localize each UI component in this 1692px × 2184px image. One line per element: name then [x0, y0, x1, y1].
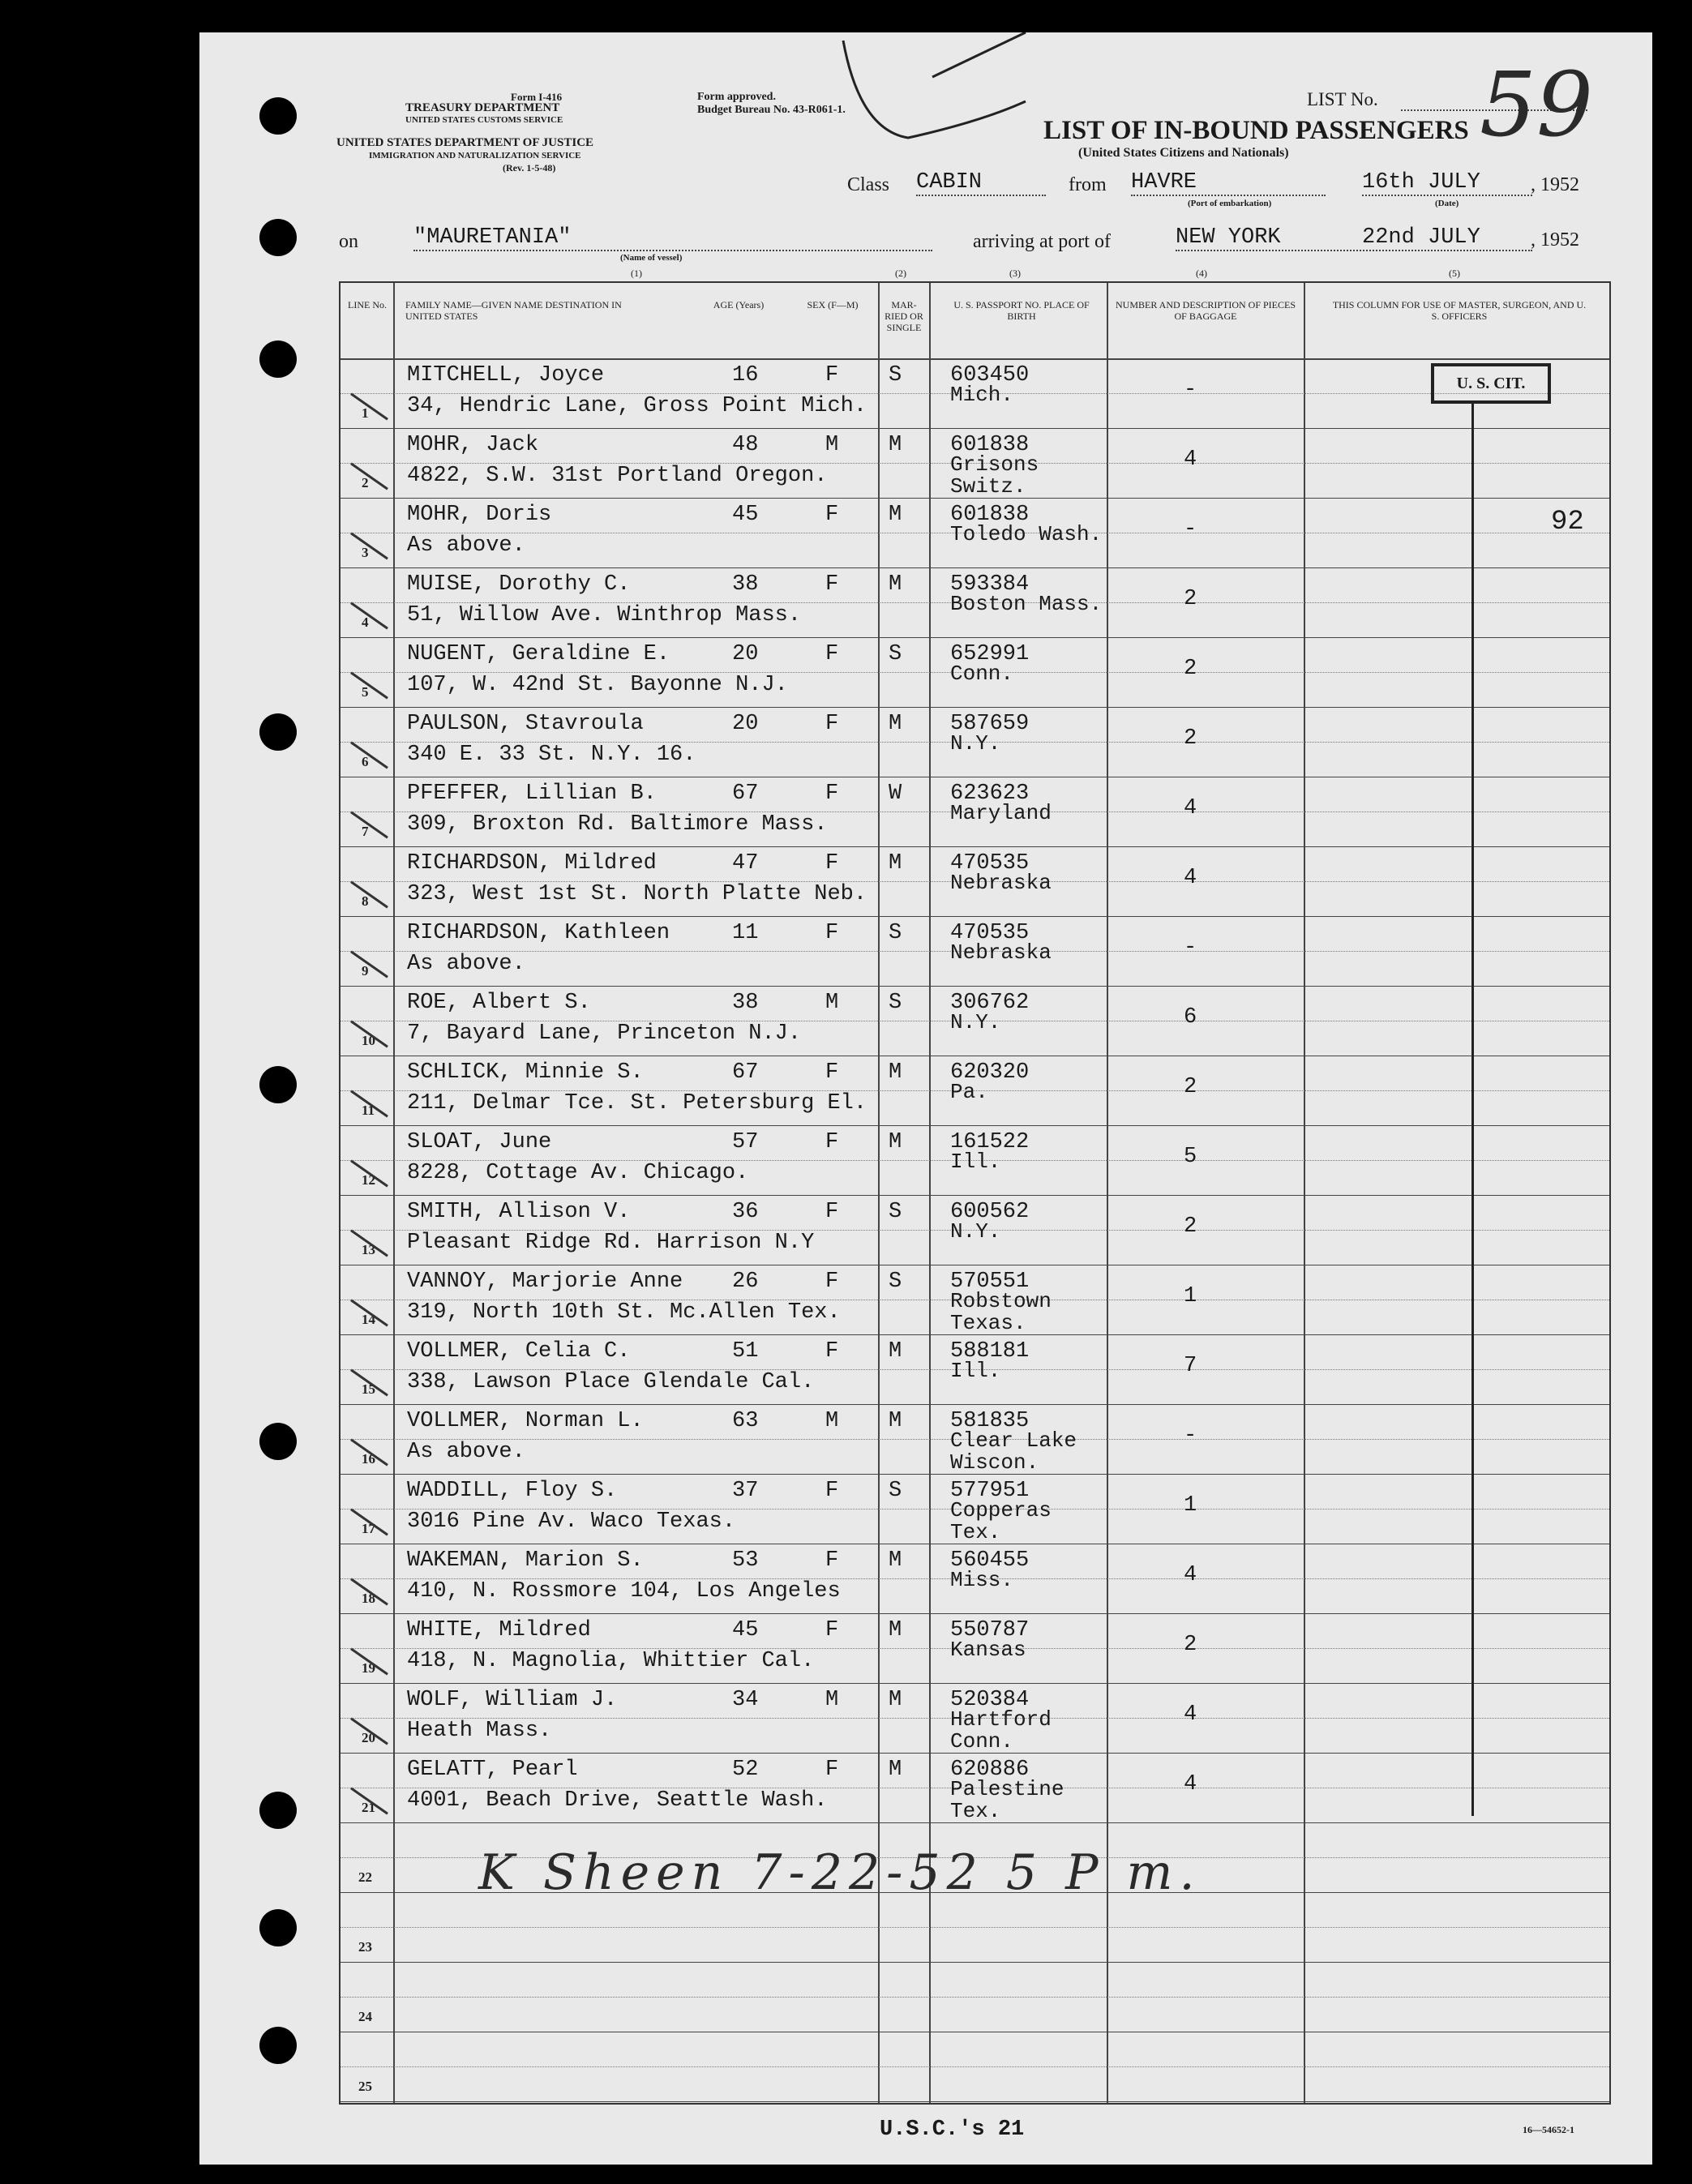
- form-title: LIST OF IN-BOUND PASSENGERS: [1043, 116, 1469, 145]
- passenger-sex: F: [825, 921, 839, 945]
- passport-number: 588181: [950, 1339, 1030, 1364]
- line-number: 23: [358, 1939, 372, 1955]
- class-value: CABIN: [916, 170, 1046, 196]
- passenger-marital: M: [889, 1548, 902, 1573]
- passenger-sex: F: [825, 1479, 839, 1503]
- line-number: 14: [362, 1312, 375, 1327]
- passenger-marital: M: [889, 1060, 902, 1085]
- passenger-name: GELATT, Pearl: [407, 1758, 578, 1782]
- line-number: 4: [362, 615, 369, 630]
- passenger-name: WADDILL, Floy S.: [407, 1479, 618, 1503]
- line-number: 20: [362, 1730, 375, 1745]
- passenger-destination: 418, N. Magnolia, Whittier Cal.: [407, 1649, 815, 1673]
- passenger-name: ROE, Albert S.: [407, 991, 591, 1015]
- check-mark: [350, 880, 388, 908]
- place-of-birth: Hartford Conn.: [950, 1707, 1052, 1754]
- date-label: (Date): [1435, 199, 1459, 208]
- passport-number: 601838: [950, 433, 1030, 457]
- line-number: 5: [362, 684, 369, 700]
- list-no-label: LIST No.: [1307, 89, 1378, 109]
- passenger-age: 47: [732, 851, 759, 876]
- baggage-count: 5: [1184, 1145, 1197, 1169]
- passenger-age: 52: [732, 1758, 759, 1782]
- baggage-count: 4: [1184, 1563, 1197, 1587]
- arrival-port: NEW YORK: [1176, 225, 1532, 251]
- header-name: FAMILY NAME—GIVEN NAME DESTINATION IN UNITED STATES: [405, 299, 622, 322]
- header-married: MAR-RIED OR SINGLE: [885, 299, 923, 333]
- passenger-age: 67: [732, 1060, 759, 1085]
- vessel-label: (Name of vessel): [620, 253, 683, 263]
- check-mark: [350, 532, 388, 559]
- passenger-sex: F: [825, 1618, 839, 1642]
- dept-justice: UNITED STATES DEPARTMENT OF JUSTICE: [336, 136, 594, 149]
- place-of-birth: Clear Lake Wiscon.: [950, 1428, 1077, 1475]
- check-mark: [350, 392, 388, 420]
- passenger-age: 38: [732, 991, 759, 1015]
- baggage-count: -: [1184, 378, 1197, 402]
- passenger-sex: F: [825, 1548, 839, 1573]
- passport-number: 470535: [950, 921, 1030, 945]
- passenger-destination: 34, Hendric Lane, Gross Point Mich.: [407, 394, 867, 418]
- passport-number: 161522: [950, 1130, 1030, 1154]
- passenger-name: WOLF, William J.: [407, 1688, 618, 1712]
- passenger-sex: F: [825, 1130, 839, 1154]
- passenger-marital: S: [889, 921, 902, 945]
- inspector-signature: K Sheen 7-22-52 5 P m.: [478, 1844, 1202, 1901]
- passenger-sex: M: [825, 433, 839, 457]
- passport-number: 550787: [950, 1618, 1030, 1642]
- row-separator: [341, 1962, 1609, 1963]
- passenger-age: 16: [732, 363, 759, 388]
- passenger-marital: M: [889, 433, 902, 457]
- place-of-birth: Nebraska: [950, 940, 1052, 965]
- passport-number: 600562: [950, 1200, 1030, 1224]
- header-officers: THIS COLUMN FOR USE OF MASTER, SURGEON, AND U. S. OFFICERS: [1332, 299, 1587, 322]
- passenger-name: VOLLMER, Norman L.: [407, 1409, 644, 1433]
- line-number: 13: [362, 1242, 375, 1257]
- place-of-birth: Nebraska: [950, 871, 1052, 895]
- footer-code: U.S.C.'s 21: [880, 2118, 1025, 2142]
- passenger-sex: F: [825, 503, 839, 527]
- passenger-destination: 338, Lawson Place Glendale Cal.: [407, 1370, 815, 1394]
- punch-hole: [259, 1066, 297, 1103]
- row-separator: [341, 707, 1609, 708]
- passenger-name: MOHR, Doris: [407, 503, 552, 527]
- punch-hole: [259, 2027, 297, 2064]
- col-num-1: (1): [631, 268, 642, 279]
- passport-number: 601838: [950, 503, 1030, 527]
- passenger-name: SLOAT, June: [407, 1130, 552, 1154]
- passenger-destination: Heath Mass.: [407, 1719, 552, 1743]
- passenger-marital: S: [889, 642, 902, 666]
- col-num-4: (4): [1196, 268, 1207, 279]
- passenger-age: 20: [732, 712, 759, 736]
- passenger-age: 38: [732, 572, 759, 597]
- line-number: 16: [362, 1451, 375, 1467]
- row-separator: [341, 1404, 1609, 1405]
- passenger-marital: M: [889, 851, 902, 876]
- place-of-birth: Kansas: [950, 1638, 1026, 1662]
- passenger-sex: F: [825, 572, 839, 597]
- place-of-birth: Ill.: [950, 1359, 1001, 1383]
- print-code: 16—54652-1: [1523, 2124, 1574, 2135]
- passenger-name: SMITH, Allison V.: [407, 1200, 631, 1224]
- passenger-marital: W: [889, 782, 902, 806]
- place-of-birth: Ill.: [950, 1150, 1001, 1174]
- line-number: 9: [362, 963, 369, 979]
- line-number: 17: [362, 1521, 375, 1536]
- baggage-count: 6: [1184, 1005, 1197, 1030]
- line-number: 6: [362, 754, 369, 769]
- line-number: 1: [362, 405, 369, 421]
- passenger-destination: 7, Bayard Lane, Princeton N.J.: [407, 1021, 802, 1046]
- dept-treasury-sub: UNITED STATES CUSTOMS SERVICE: [405, 115, 563, 125]
- baggage-count: 2: [1184, 726, 1197, 751]
- vessel-name: "MAURETANIA": [413, 225, 932, 251]
- passenger-name: PAULSON, Stavroula: [407, 712, 644, 736]
- check-mark: [350, 950, 388, 978]
- passenger-marital: M: [889, 1409, 902, 1433]
- line-number: 22: [358, 1869, 372, 1885]
- list-number: 59: [1480, 53, 1593, 156]
- arriving-label: arriving at port of: [973, 231, 1111, 252]
- check-mark: [350, 462, 388, 490]
- place-of-birth: Maryland: [950, 801, 1052, 825]
- passenger-age: 51: [732, 1339, 759, 1364]
- date1-value: 16th JULY: [1362, 170, 1532, 196]
- form-number: Form I-416: [511, 91, 563, 103]
- passenger-sex: F: [825, 363, 839, 388]
- passenger-sex: F: [825, 1060, 839, 1085]
- passenger-sex: F: [825, 1200, 839, 1224]
- form-approved: Form approved.: [697, 91, 776, 103]
- baggage-count: 2: [1184, 1214, 1197, 1239]
- passenger-name: SCHLICK, Minnie S.: [407, 1060, 644, 1085]
- baggage-count: 2: [1184, 1633, 1197, 1657]
- year1: , 1952: [1531, 174, 1579, 195]
- row-separator: [341, 1125, 1609, 1126]
- class-label: Class: [847, 174, 890, 195]
- dept-treasury: TREASURY DEPARTMENT: [405, 101, 560, 114]
- row-separator: [341, 916, 1609, 917]
- line-number: 21: [362, 1800, 375, 1815]
- from-label: from: [1069, 174, 1107, 195]
- margin-note: 92: [1551, 507, 1584, 537]
- passenger-age: 11: [732, 921, 759, 945]
- header-age: AGE (Years): [713, 299, 765, 310]
- passport-number: 520384: [950, 1688, 1030, 1712]
- passenger-destination: As above.: [407, 533, 525, 558]
- passenger-marital: S: [889, 1200, 902, 1224]
- row-separator: [341, 1195, 1609, 1196]
- row-separator: [341, 1683, 1609, 1684]
- col-num-5: (5): [1449, 268, 1460, 279]
- passenger-age: 57: [732, 1130, 759, 1154]
- baggage-count: 4: [1184, 796, 1197, 820]
- punch-hole: [259, 340, 297, 378]
- line-number: 18: [362, 1591, 375, 1606]
- line-number: 25: [358, 2079, 372, 2094]
- baggage-count: 4: [1184, 448, 1197, 472]
- line-number: 10: [362, 1033, 375, 1048]
- passenger-marital: M: [889, 1618, 902, 1642]
- passenger-name: RICHARDSON, Mildred: [407, 851, 657, 876]
- row-midline: [341, 1997, 1609, 1998]
- passenger-sex: M: [825, 1409, 839, 1433]
- passenger-destination: As above.: [407, 1440, 525, 1464]
- header-line-no: LINE No.: [348, 299, 387, 310]
- baggage-count: 4: [1184, 866, 1197, 890]
- place-of-birth: Robstown Texas.: [950, 1289, 1052, 1335]
- line-number: 3: [362, 545, 369, 560]
- passenger-marital: S: [889, 1479, 902, 1503]
- passenger-age: 63: [732, 1409, 759, 1433]
- place-of-birth: Grisons Switz.: [950, 452, 1039, 499]
- row-separator: [341, 637, 1609, 638]
- passport-number: 620320: [950, 1060, 1030, 1085]
- date2-value: 22nd JULY: [1362, 225, 1480, 250]
- passenger-marital: M: [889, 503, 902, 527]
- passenger-destination: 4001, Beach Drive, Seattle Wash.: [407, 1788, 828, 1813]
- punch-hole: [259, 1909, 297, 1946]
- passenger-sex: F: [825, 851, 839, 876]
- passenger-age: 20: [732, 642, 759, 666]
- year2: , 1952: [1531, 229, 1579, 251]
- passenger-destination: 8228, Cottage Av. Chicago.: [407, 1161, 749, 1185]
- baggage-count: 7: [1184, 1354, 1197, 1378]
- from-value: HAVRE: [1131, 170, 1326, 196]
- passport-number: 581835: [950, 1409, 1030, 1433]
- place-of-birth: Miss.: [950, 1568, 1014, 1592]
- passport-number: 623623: [950, 782, 1030, 806]
- passport-number: 587659: [950, 712, 1030, 736]
- check-mark: [350, 811, 388, 838]
- passport-number: 470535: [950, 851, 1030, 876]
- passenger-destination: 107, W. 42nd St. Bayonne N.J.: [407, 673, 788, 697]
- place-of-birth: N.Y.: [950, 1219, 1001, 1244]
- line-number: 2: [362, 475, 369, 490]
- passenger-marital: S: [889, 991, 902, 1015]
- baggage-count: 4: [1184, 1702, 1197, 1727]
- passenger-destination: 309, Broxton Rd. Baltimore Mass.: [407, 812, 828, 837]
- baggage-count: 2: [1184, 587, 1197, 611]
- passport-number: 593384: [950, 572, 1030, 597]
- passenger-name: MITCHELL, Joyce: [407, 363, 605, 388]
- row-midline: [341, 2066, 1609, 2067]
- passenger-sex: M: [825, 1688, 839, 1712]
- col-num-2: (2): [895, 268, 906, 279]
- passenger-age: 34: [732, 1688, 759, 1712]
- row-separator: [341, 846, 1609, 847]
- passenger-destination: As above.: [407, 952, 525, 976]
- place-of-birth: Toledo Wash.: [950, 522, 1103, 546]
- passenger-destination: 3016 Pine Av. Waco Texas.: [407, 1510, 736, 1534]
- passport-number: 570551: [950, 1270, 1030, 1294]
- passenger-destination: 323, West 1st St. North Platte Neb.: [407, 882, 867, 906]
- budget-bureau: Budget Bureau No. 43-R061-1.: [697, 104, 846, 116]
- col-num-3: (3): [1009, 268, 1021, 279]
- punch-hole: [259, 1423, 297, 1460]
- place-of-birth: Pa.: [950, 1080, 988, 1104]
- passenger-destination: 4822, S.W. 31st Portland Oregon.: [407, 464, 828, 488]
- passenger-age: 67: [732, 782, 759, 806]
- baggage-count: -: [1184, 517, 1197, 542]
- check-mark: [350, 602, 388, 629]
- passenger-sex: F: [825, 1758, 839, 1782]
- passenger-age: 26: [732, 1270, 759, 1294]
- line-number: 11: [362, 1103, 375, 1118]
- passenger-marital: M: [889, 712, 902, 736]
- punch-hole: [259, 219, 297, 256]
- header-sex: SEX (F—M): [807, 299, 859, 310]
- punch-hole: [259, 1792, 297, 1829]
- passenger-marital: S: [889, 1270, 902, 1294]
- passenger-destination: 340 E. 33 St. N.Y. 16.: [407, 743, 696, 767]
- passenger-marital: S: [889, 363, 902, 388]
- passenger-age: 45: [732, 503, 759, 527]
- header-baggage: NUMBER AND DESCRIPTION OF PIECES OF BAGGAGE: [1115, 299, 1296, 322]
- line-number: 12: [362, 1172, 375, 1188]
- place-of-birth: N.Y.: [950, 731, 1001, 756]
- passenger-name: WAKEMAN, Marion S.: [407, 1548, 644, 1573]
- passenger-age: 45: [732, 1618, 759, 1642]
- baggage-count: 1: [1184, 1284, 1197, 1308]
- passenger-sex: F: [825, 1270, 839, 1294]
- passenger-marital: M: [889, 1339, 902, 1364]
- bracket-line: [1471, 401, 1474, 1816]
- passenger-age: 36: [732, 1200, 759, 1224]
- passenger-name: VANNOY, Marjorie Anne: [407, 1270, 683, 1294]
- line-number: 24: [358, 2009, 372, 2024]
- passenger-name: VOLLMER, Celia C.: [407, 1339, 631, 1364]
- passenger-destination: 319, North 10th St. Mc.Allen Tex.: [407, 1300, 841, 1325]
- passenger-table: [339, 281, 1611, 2105]
- place-of-birth: N.Y.: [950, 1010, 1001, 1034]
- revision: (Rev. 1-5-48): [503, 162, 556, 173]
- pen-stroke: [835, 32, 1030, 146]
- baggage-count: 2: [1184, 1075, 1197, 1099]
- place-of-birth: Mich.: [950, 383, 1014, 407]
- row-separator: [341, 1613, 1609, 1614]
- baggage-count: 1: [1184, 1493, 1197, 1518]
- header-passport: U. S. PASSPORT NO. PLACE OF BIRTH: [953, 299, 1090, 322]
- line-number: 15: [362, 1381, 375, 1397]
- row-separator: [341, 986, 1609, 987]
- passenger-age: 37: [732, 1479, 759, 1503]
- baggage-count: 2: [1184, 657, 1197, 681]
- punch-hole: [259, 97, 297, 135]
- check-mark: [350, 671, 388, 699]
- passenger-name: MOHR, Jack: [407, 433, 539, 457]
- passenger-age: 53: [732, 1548, 759, 1573]
- port-embarkation-label: (Port of embarkation): [1188, 199, 1272, 208]
- baggage-count: -: [1184, 1424, 1197, 1448]
- baggage-count: -: [1184, 936, 1197, 960]
- passport-number: 603450: [950, 363, 1030, 388]
- passenger-marital: M: [889, 572, 902, 597]
- on-label: on: [339, 231, 358, 252]
- passenger-name: WHITE, Mildred: [407, 1618, 591, 1642]
- passport-number: 577951: [950, 1479, 1030, 1503]
- passenger-sex: F: [825, 782, 839, 806]
- passport-number: 620886: [950, 1758, 1030, 1782]
- passenger-destination: 211, Delmar Tce. St. Petersburg El.: [407, 1091, 867, 1116]
- passenger-sex: F: [825, 642, 839, 666]
- place-of-birth: Boston Mass.: [950, 592, 1103, 616]
- passenger-marital: M: [889, 1758, 902, 1782]
- passport-number: 306762: [950, 991, 1030, 1015]
- row-separator: [341, 428, 1609, 429]
- passenger-name: NUGENT, Geraldine E.: [407, 642, 670, 666]
- place-of-birth: Conn.: [950, 662, 1014, 686]
- passenger-destination: 51, Willow Ave. Winthrop Mass.: [407, 603, 802, 627]
- baggage-count: 4: [1184, 1772, 1197, 1796]
- line-number: 7: [362, 824, 369, 839]
- us-citizen-stamp: U. S. CIT.: [1431, 363, 1551, 404]
- place-of-birth: Palestine Tex.: [950, 1777, 1064, 1823]
- passport-number: 560455: [950, 1548, 1030, 1573]
- row-midline: [341, 1927, 1609, 1928]
- form-subtitle: (United States Citizens and Nationals): [1078, 146, 1289, 160]
- passenger-name: PFEFFER, Lillian B.: [407, 782, 657, 806]
- line-number: 8: [362, 893, 369, 909]
- dept-justice-sub: IMMIGRATION AND NATURALIZATION SERVICE: [369, 151, 581, 161]
- passenger-destination: 410, N. Rossmore 104, Los Angeles: [407, 1579, 841, 1604]
- passenger-marital: M: [889, 1688, 902, 1712]
- place-of-birth: Copperas Tex.: [950, 1498, 1052, 1544]
- passenger-sex: F: [825, 1339, 839, 1364]
- row-separator: [341, 2101, 1609, 2102]
- passenger-sex: F: [825, 712, 839, 736]
- passport-number: 652991: [950, 642, 1030, 666]
- passenger-name: MUISE, Dorothy C.: [407, 572, 631, 597]
- passenger-name: RICHARDSON, Kathleen: [407, 921, 670, 945]
- punch-hole: [259, 713, 297, 751]
- row-separator: [341, 567, 1609, 568]
- passenger-age: 48: [732, 433, 759, 457]
- line-number: 19: [362, 1660, 375, 1676]
- check-mark: [350, 741, 388, 769]
- passenger-destination: Pleasant Ridge Rd. Harrison N.Y: [407, 1231, 815, 1255]
- passenger-marital: M: [889, 1130, 902, 1154]
- passenger-sex: M: [825, 991, 839, 1015]
